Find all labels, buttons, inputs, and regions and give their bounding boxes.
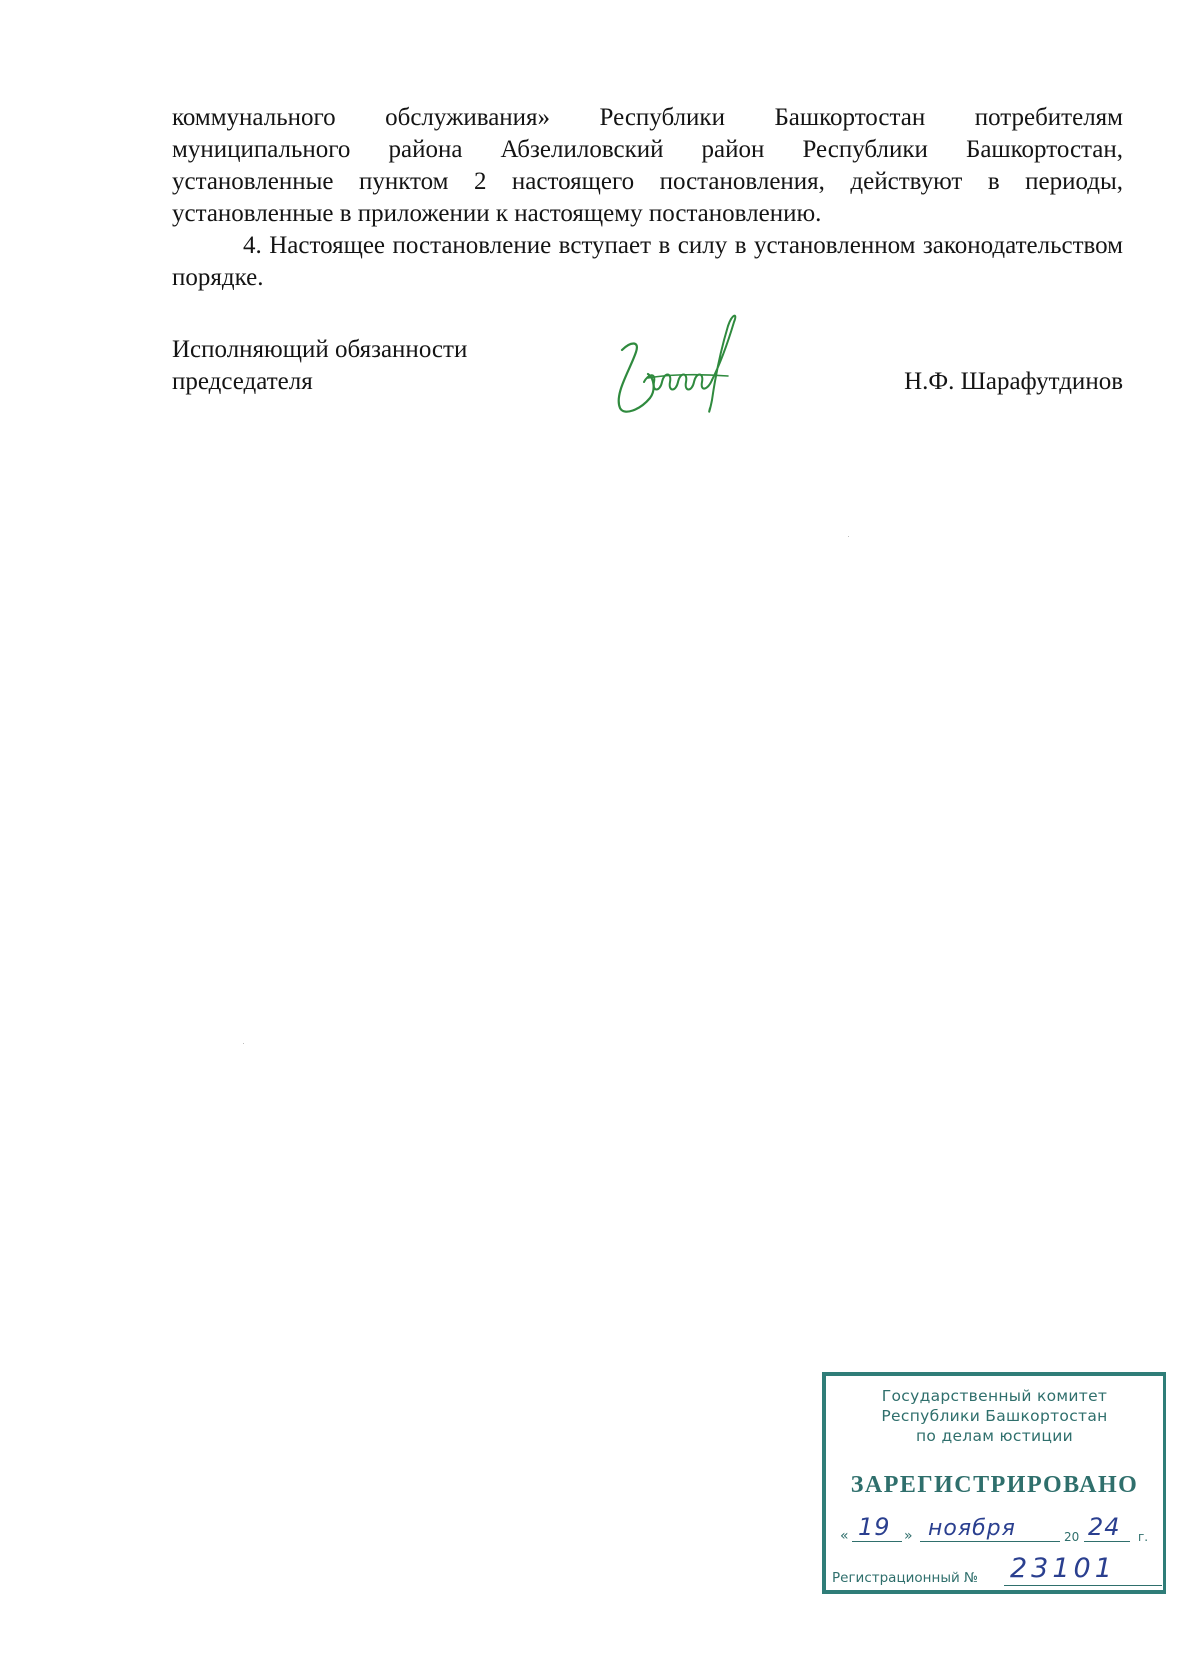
paragraph-item-4: 4. Настоящее постановление вступает в силу в установленном законодательством порядке. — [172, 232, 1123, 291]
year-unit: г. — [1138, 1530, 1149, 1544]
stamp-year: 24 — [1088, 1513, 1121, 1541]
reg-number-value: 23101 — [1010, 1553, 1116, 1584]
stamp-registered-label: ЗАРЕГИСТРИРОВАНО — [850, 1472, 1139, 1498]
stamp-authority-line-3: по делам юстиции — [916, 1427, 1073, 1445]
scan-speck — [243, 1043, 244, 1044]
year-underline — [1084, 1541, 1130, 1542]
reg-number-label: Регистрационный № — [832, 1570, 979, 1586]
registration-stamp — [822, 1372, 1166, 1594]
stamp-date — [840, 1512, 1158, 1546]
signatory-name: Н.Ф. Шарафутдинов — [904, 368, 1123, 395]
document-body — [172, 102, 1123, 294]
reg-number-underline — [1004, 1585, 1162, 1586]
quote-close: » — [904, 1528, 913, 1544]
stamp-authority-line-2: Республики Башкортостан — [881, 1407, 1108, 1425]
stamp-month: ноября — [928, 1516, 1016, 1541]
stamp-registration-number — [832, 1553, 1162, 1590]
month-underline — [920, 1541, 1060, 1542]
year-prefix: 20 — [1064, 1530, 1080, 1544]
paragraph-continuation: коммунального обслуживания» Республики Башкортостан потребителям муниципального района Абзелиловский район Республики Башкортостан, установленные пунктом 2 настоящего постановления, действуют в периоды, установленные в приложении к настоящему постановлению. — [172, 104, 1123, 227]
stamp-authority — [826, 1386, 1163, 1446]
stamp-day: 19 — [858, 1513, 891, 1541]
signatory-role-line-1: Исполняющий обязанности — [172, 336, 468, 363]
stamp-authority-line-1: Государственный комитет — [881, 1387, 1108, 1405]
handwritten-signature — [610, 312, 750, 422]
scan-speck — [848, 536, 849, 537]
signatory-role-line-2: председателя — [172, 368, 313, 395]
signatory-role — [172, 334, 467, 398]
day-underline — [852, 1541, 902, 1542]
quote-open: « — [840, 1528, 849, 1544]
